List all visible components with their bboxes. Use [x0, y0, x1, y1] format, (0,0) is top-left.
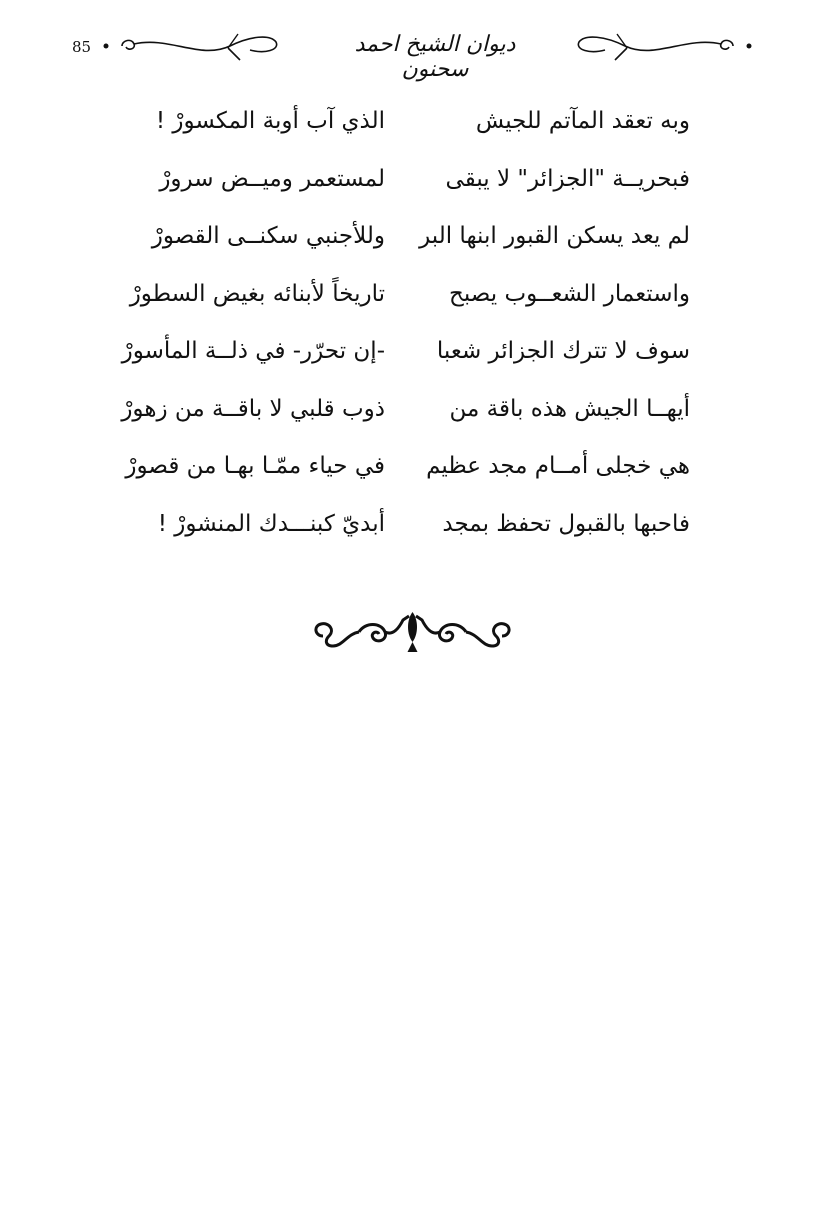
- page-header: [0, 22, 822, 82]
- verse-line: [130, 503, 690, 561]
- verse-line: [121, 330, 690, 388]
- second-hemistich: أبديّ كبنـــدك المنشورْ !: [157, 510, 385, 537]
- second-hemistich: لمستعمر وميــض سرورْ: [159, 165, 385, 192]
- verse-line: [121, 388, 690, 446]
- header-title: ديوان الشيخ احمد سحنون: [354, 32, 516, 82]
- second-hemistich: الذي آب أوبة المكسورْ !: [155, 108, 385, 134]
- second-hemistich: تاريخاً لأبنائه بغيض السطورْ: [129, 280, 385, 307]
- verse-line: [125, 445, 690, 503]
- header-left-flourish-icon: [100, 30, 285, 68]
- verse-line: [130, 158, 690, 216]
- first-hemistich: فبحريــة "الجزائر" لا يبقى: [445, 165, 690, 192]
- poem: [121, 100, 690, 560]
- verse-line: [130, 273, 690, 331]
- end-ornament-icon: [305, 608, 520, 658]
- first-hemistich: سوف لا تترك الجزائر شعبا: [436, 338, 690, 364]
- first-hemistich: لم يعد يسكن القبور ابنها البر: [419, 223, 690, 249]
- second-hemistich: في حياء ممّـا بهـا من قصورْ: [125, 453, 385, 479]
- first-hemistich: أيهــا الجيش هذه باقة من: [449, 395, 690, 422]
- header-right-flourish-icon: [570, 30, 755, 68]
- page-number: 85: [72, 38, 92, 56]
- second-hemistich: وللأجنبي سكنــى القصورْ: [151, 223, 385, 249]
- first-hemistich: واستعمار الشعــوب يصبح: [449, 280, 690, 307]
- verse-line: [130, 100, 690, 158]
- first-hemistich: هي خجلى أمــام مجد عظيم: [426, 453, 690, 479]
- second-hemistich: -إن تحرّر- في ذلــة المأسورْ: [121, 338, 385, 364]
- second-hemistich: ذوب قلبي لا باقــة من زهورْ: [121, 395, 385, 422]
- first-hemistich: وبه تعقد المآتم للجيش: [475, 108, 690, 134]
- first-hemistich: فاحبها بالقبول تحفظ بمجد: [442, 510, 690, 537]
- verse-line: [130, 215, 690, 273]
